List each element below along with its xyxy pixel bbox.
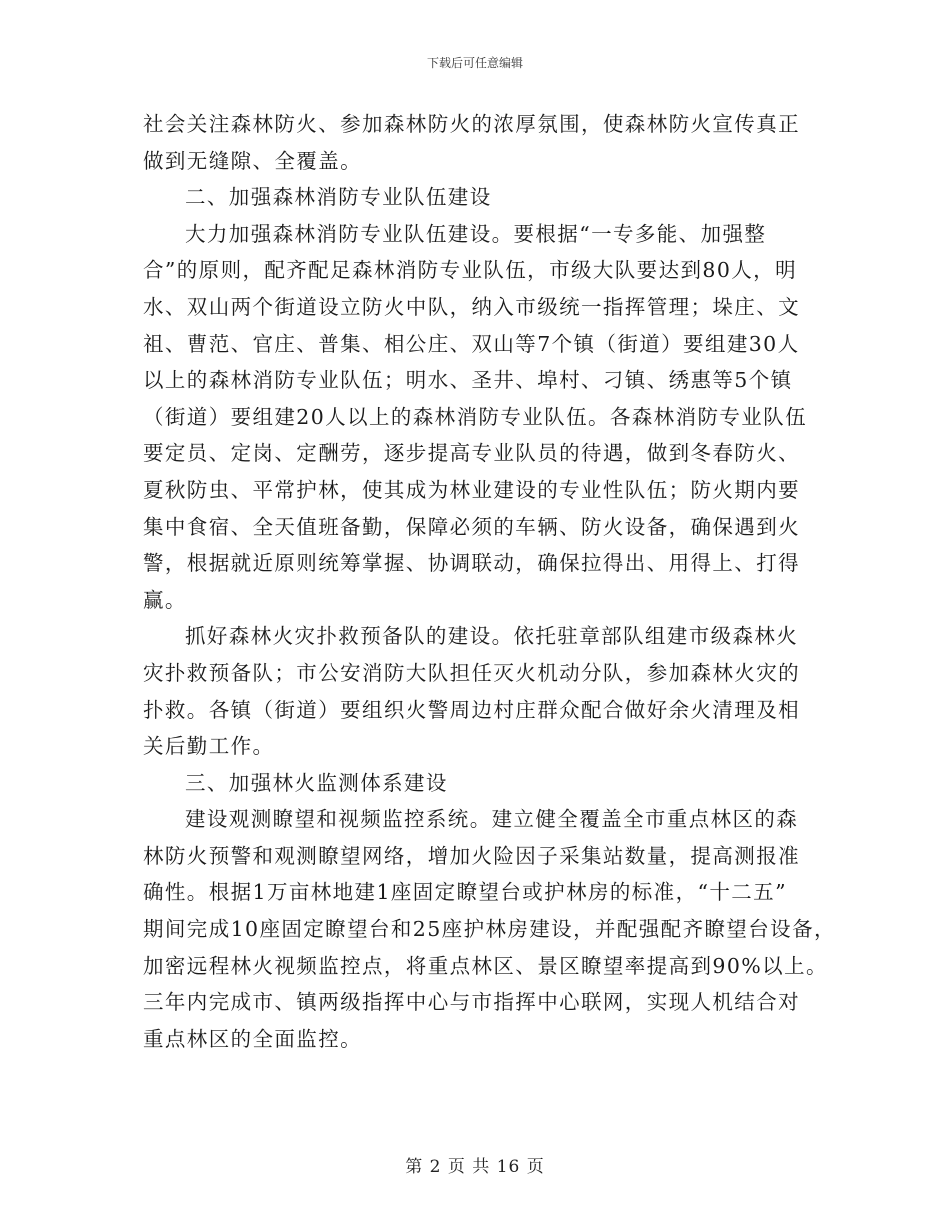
body-text-line: 建设观测瞭望和视频监控系统。建立健全覆盖全市重点林区的森 bbox=[185, 807, 799, 832]
body-text-line: 大力加强森林消防专业队伍建设。要根据“一专多能、加强整 bbox=[185, 221, 767, 246]
body-text-line: 扑救。各镇（街道）要组织火警周边村庄群众配合做好余火清理及相 bbox=[143, 697, 800, 722]
body-text-line: 做到无缝隙、全覆盖。 bbox=[143, 148, 362, 173]
body-text-line: 集中食宿、全天值班备勤，保障必须的车辆、防火设备，确保遇到火 bbox=[143, 514, 800, 539]
body-text-line: 要定员、定岗、定酬劳，逐步提高专业队员的待遇，做到冬春防火、 bbox=[143, 441, 800, 466]
body-text-line: 重点林区的全面监控。 bbox=[143, 1026, 362, 1051]
body-text-line: 社会关注森林防火、参加森林防火的浓厚氛围，使森林防火宣传真正 bbox=[143, 112, 800, 136]
body-text-line: 夏秋防虫、平常护林，使其成为林业建设的专业性队伍；防火期内要 bbox=[143, 477, 800, 502]
body-text-line: 林防火预警和观测瞭望网络，增加火险因子采集站数量，提高测报准 bbox=[143, 843, 800, 868]
page-number-footer: 第 2 页 共 16 页 bbox=[405, 1157, 545, 1177]
document-body bbox=[143, 106, 836, 1057]
body-text-line: 关后勤工作。 bbox=[143, 734, 275, 759]
body-text-line: 期间完成10座固定瞭望台和25座护林房建设，并配强配齐瞭望台设备， bbox=[143, 917, 836, 942]
body-text-line: 警，根据就近原则统筹掌握、协调联动，确保拉得出、用得上、打得 bbox=[143, 551, 800, 576]
body-text-line: 祖、曹范、官庄、普集、相公庄、双山等7个镇（街道）要组建30人 bbox=[143, 331, 800, 356]
body-text-line: 以上的森林消防专业队伍；明水、圣井、埠村、刁镇、绣惠等5个镇 bbox=[143, 368, 793, 393]
body-text-line: 灾扑救预备队；市公安消防大队担任灭火机动分队，参加森林火灾的 bbox=[143, 660, 800, 685]
body-text-line: 三年内完成市、镇两级指挥中心与市指挥中心联网，实现人机结合对 bbox=[143, 990, 800, 1015]
body-text-line: 二、加强森林消防专业队伍建设 bbox=[185, 185, 492, 210]
body-text-line: 水、双山两个街道设立防火中队，纳入市级统一指挥管理；垛庄、文 bbox=[143, 294, 800, 319]
body-text-line: 赢。 bbox=[143, 587, 187, 612]
page-header-note: 下载后可任意编辑 bbox=[426, 56, 523, 70]
body-text-line: 三、加强林火监测体系建设 bbox=[185, 770, 448, 795]
body-text-line: 抓好森林火灾扑救预备队的建设。依托驻章部队组建市级森林火 bbox=[185, 624, 799, 649]
body-text-line: （街道）要组建20人以上的森林消防专业队伍。各森林消防专业队伍 bbox=[143, 404, 807, 429]
body-text-line: 确性。根据1万亩林地建1座固定瞭望台或护林房的标准，“十二五” bbox=[143, 880, 787, 905]
body-text-line: 加密远程林火视频监控点，将重点林区、景区瞭望率提高到90%以上。 bbox=[143, 953, 828, 978]
body-text-line: 合”的原则，配齐配足森林消防专业队伍，市级大队要达到80人，明 bbox=[143, 258, 797, 283]
